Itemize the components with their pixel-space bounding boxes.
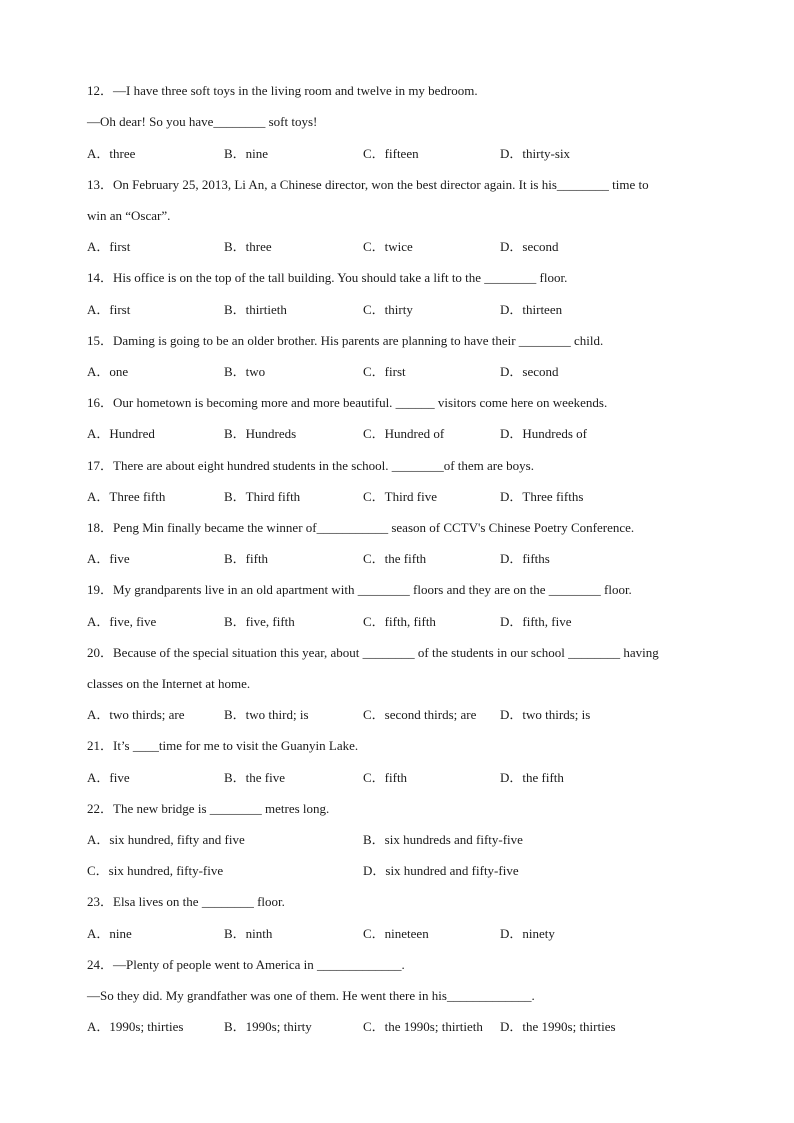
question-13-option-d: D．second bbox=[500, 239, 559, 254]
question-15-option-c: C．first bbox=[363, 364, 406, 379]
question-22-option-c: C．six hundred, fifty-five bbox=[87, 863, 224, 878]
question-12-stem-line2: —Oh dear! So you have________ soft toys! bbox=[87, 114, 318, 129]
question-12-option-d: D．thirty-six bbox=[500, 146, 571, 161]
question-23-option-c: C．nineteen bbox=[363, 926, 429, 941]
question-18-option-d: D．fifths bbox=[500, 551, 550, 566]
question-22-stem: 22．The new bridge is ________ metres long. bbox=[87, 801, 330, 816]
question-20-option-d: D．two thirds; is bbox=[500, 707, 591, 722]
question-15-stem: 15．Daming is going to be an older brother. His parents are planning to have their ________ child. bbox=[87, 333, 604, 348]
question-16-option-d: D．Hundreds of bbox=[500, 426, 588, 441]
question-21-option-d: D．the fifth bbox=[500, 770, 564, 785]
question-12-option-a: A．three bbox=[87, 146, 136, 161]
question-15-option-a: A．one bbox=[87, 364, 129, 379]
question-14-option-c: C．thirty bbox=[363, 302, 413, 317]
question-22-option-a: A．six hundred, fifty and five bbox=[87, 832, 245, 847]
question-12-stem: 12．—I have three soft toys in the living room and twelve in my bedroom. bbox=[87, 83, 478, 98]
question-16-option-a: A．Hundred bbox=[87, 426, 155, 441]
question-13-stem: 13．On February 25, 2013, Li An, a Chinese director, won the best director again. It is his________ time to bbox=[87, 177, 649, 192]
question-19-option-b: B．five, fifth bbox=[224, 614, 295, 629]
question-15-option-d: D．second bbox=[500, 364, 559, 379]
question-24-option-a: A．1990s; thirties bbox=[87, 1019, 184, 1034]
question-17-option-d: D．Three fifths bbox=[500, 489, 584, 504]
question-24-option-c: C．the 1990s; thirtieth bbox=[363, 1019, 483, 1034]
question-21-stem: 21．It’s ____time for me to visit the Guanyin Lake. bbox=[87, 738, 359, 753]
question-23-option-d: D．ninety bbox=[500, 926, 555, 941]
question-18-stem: 18．Peng Min finally became the winner of___________ season of CCTV's Chinese Poetry Conference. bbox=[87, 520, 635, 535]
question-17-option-c: C．Third five bbox=[363, 489, 438, 504]
question-21-option-a: A．five bbox=[87, 770, 130, 785]
question-16-stem: 16．Our hometown is becoming more and more beautiful. ______ visitors come here on weekends. bbox=[87, 395, 608, 410]
question-22-option-d: D．six hundred and fifty-five bbox=[363, 863, 519, 878]
question-24-option-d: D．the 1990s; thirties bbox=[500, 1019, 616, 1034]
question-23-option-b: B．ninth bbox=[224, 926, 273, 941]
question-13-option-b: B．three bbox=[224, 239, 272, 254]
question-18-option-b: B．fifth bbox=[224, 551, 269, 566]
question-21-option-c: C．fifth bbox=[363, 770, 408, 785]
question-14-stem: 14．His office is on the top of the tall building. You should take a lift to the ________ floor. bbox=[87, 270, 568, 285]
question-24-option-b: B．1990s; thirty bbox=[224, 1019, 312, 1034]
question-17-stem: 17．There are about eight hundred students in the school. ________of them are boys. bbox=[87, 458, 534, 473]
question-17-option-a: A．Three fifth bbox=[87, 489, 166, 504]
question-12-option-b: B．nine bbox=[224, 146, 269, 161]
question-17-option-b: B．Third fifth bbox=[224, 489, 301, 504]
question-22-option-b: B．six hundreds and fifty-five bbox=[363, 832, 523, 847]
question-19-option-a: A．five, five bbox=[87, 614, 157, 629]
question-13-stem-line2: win an “Oscar”. bbox=[87, 208, 171, 223]
question-24-stem-line2: —So they did. My grandfather was one of them. He went there in his_____________. bbox=[87, 988, 535, 1003]
question-14-option-b: B．thirtieth bbox=[224, 302, 287, 317]
question-13-option-a: A．first bbox=[87, 239, 131, 254]
question-12-option-c: C．fifteen bbox=[363, 146, 419, 161]
question-14-option-d: D．thirteen bbox=[500, 302, 563, 317]
question-20-option-a: A．two thirds; are bbox=[87, 707, 185, 722]
question-24-stem: 24．—Plenty of people went to America in _____________. bbox=[87, 957, 405, 972]
question-19-option-c: C．fifth, fifth bbox=[363, 614, 436, 629]
question-16-option-b: B．Hundreds bbox=[224, 426, 297, 441]
question-23-stem: 23．Elsa lives on the ________ floor. bbox=[87, 894, 285, 909]
question-18-option-a: A．five bbox=[87, 551, 130, 566]
question-21-option-b: B．the five bbox=[224, 770, 286, 785]
question-20-stem: 20．Because of the special situation this year, about ________ of the students in our school ________ having bbox=[87, 645, 659, 660]
question-14-option-a: A．first bbox=[87, 302, 131, 317]
question-16-option-c: C．Hundred of bbox=[363, 426, 445, 441]
question-15-option-b: B．two bbox=[224, 364, 266, 379]
question-20-option-c: C．second thirds; are bbox=[363, 707, 477, 722]
question-19-stem: 19．My grandparents live in an old apartment with ________ floors and they are on the ________ floor. bbox=[87, 582, 632, 597]
question-20-option-b: B．two third; is bbox=[224, 707, 309, 722]
question-19-option-d: D．fifth, five bbox=[500, 614, 572, 629]
question-23-option-a: A．nine bbox=[87, 926, 132, 941]
question-18-option-c: C．the fifth bbox=[363, 551, 427, 566]
question-13-option-c: C．twice bbox=[363, 239, 413, 254]
question-20-stem-line2: classes on the Internet at home. bbox=[87, 676, 251, 691]
